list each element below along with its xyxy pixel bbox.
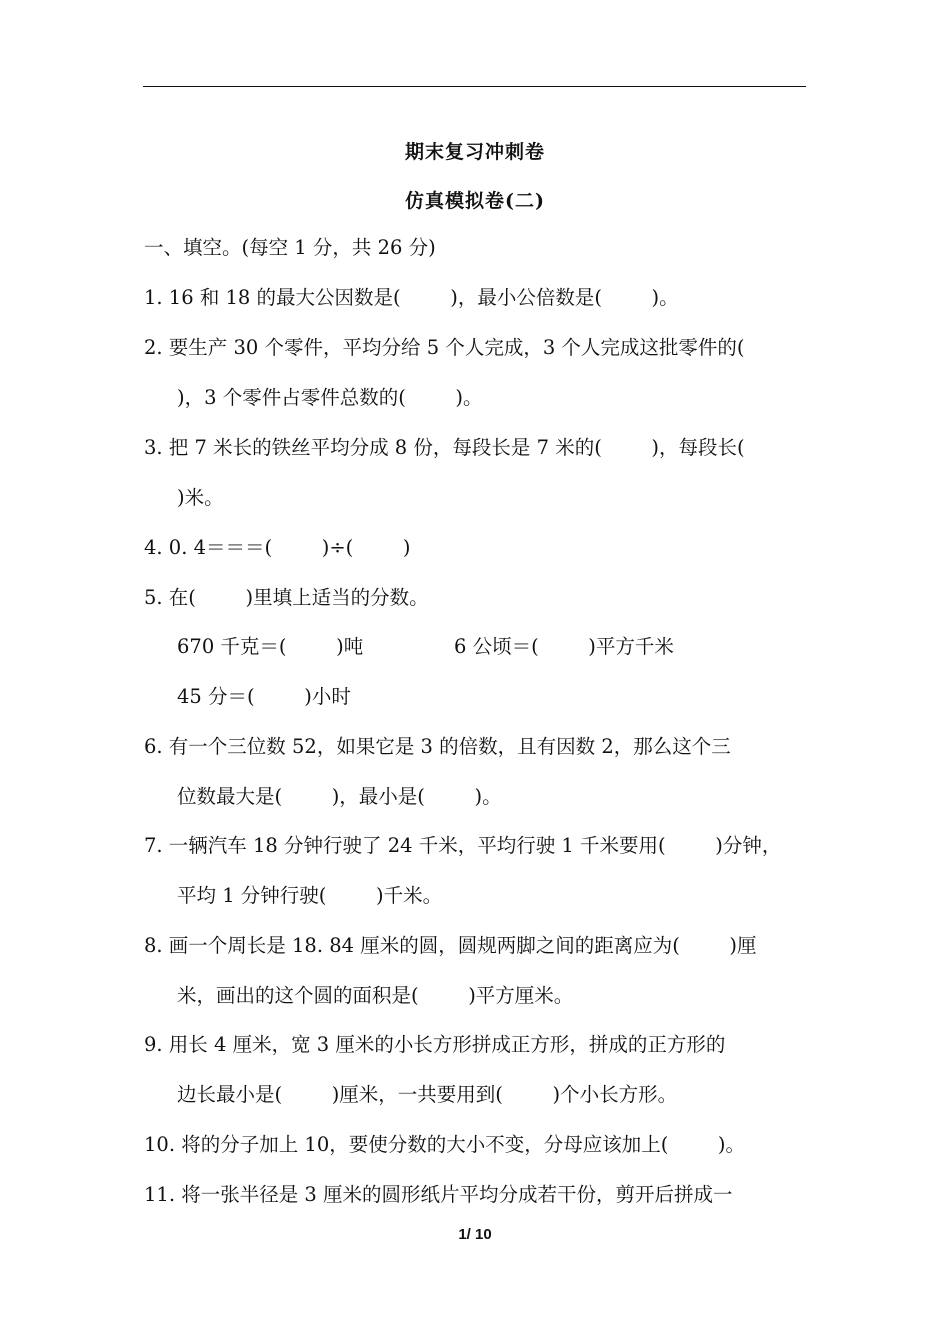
question-8-line-2: 米，画出的这个圆的面积是( )平方厘米。 [177, 984, 574, 1007]
question-3-line-1: 3. 把 7 米长的铁丝平均分成 8 份，每段长是 7 米的( )，每段长( [144, 436, 745, 459]
question-4: 4. 0. 4＝＝＝( )÷( ) [144, 536, 411, 559]
question-2-line-2: )，3 个零件占零件总数的( )。 [177, 386, 483, 409]
question-6-line-2: 位数最大是( )，最小是( )。 [177, 785, 502, 808]
question-8-line-1: 8. 画一个周长是 18. 84 厘米的圆，圆规两脚之间的距离应为( )厘 [144, 934, 757, 957]
question-1: 1. 16 和 18 的最大公因数是( )，最小公倍数是( )。 [144, 286, 679, 309]
question-5: 5. 在( )里填上适当的分数。 [144, 586, 429, 609]
question-9-line-1: 9. 用长 4 厘米，宽 3 厘米的小长方形拼成正方形，拼成的正方形的 [144, 1033, 726, 1056]
question-11-line-1: 11. 将一张半径是 3 厘米的圆形纸片平均分成若干份，剪开后拼成一 [144, 1183, 733, 1206]
question-5-part-a: 670 千克＝( )吨 [177, 635, 364, 658]
question-5-part-c: 45 分＝( )小时 [177, 685, 351, 708]
section-heading: 一、填空。(每空 1 分，共 26 分) [144, 236, 436, 259]
question-9-line-2: 边长最小是( )厘米，一共要用到( )个小长方形。 [177, 1083, 678, 1106]
question-7-line-1: 7. 一辆汽车 18 分钟行驶了 24 千米，平均行驶 1 千米要用( )分钟， [144, 834, 782, 857]
question-2-line-1: 2. 要生产 30 个零件，平均分给 5 个人完成，3 个人完成这批零件的( [144, 336, 745, 359]
question-5-part-b: 6 公顷＝( )平方千米 [454, 635, 674, 658]
exam-title: 期末复习冲刺卷 [404, 141, 545, 163]
question-10: 10. 将的分子加上 10，要使分数的大小不变，分母应该加上( )。 [144, 1133, 746, 1156]
question-6-line-1: 6. 有一个三位数 52，如果它是 3 的倍数，且有因数 2，那么这个三 [144, 735, 731, 758]
header-rule [143, 86, 806, 87]
page-number: 1/ 10 [458, 1226, 492, 1243]
exam-subtitle: 仿真模拟卷(二) [405, 190, 545, 212]
question-3-line-2: )米。 [177, 486, 224, 509]
question-7-line-2: 平均 1 分钟行驶( )千米。 [177, 884, 443, 907]
